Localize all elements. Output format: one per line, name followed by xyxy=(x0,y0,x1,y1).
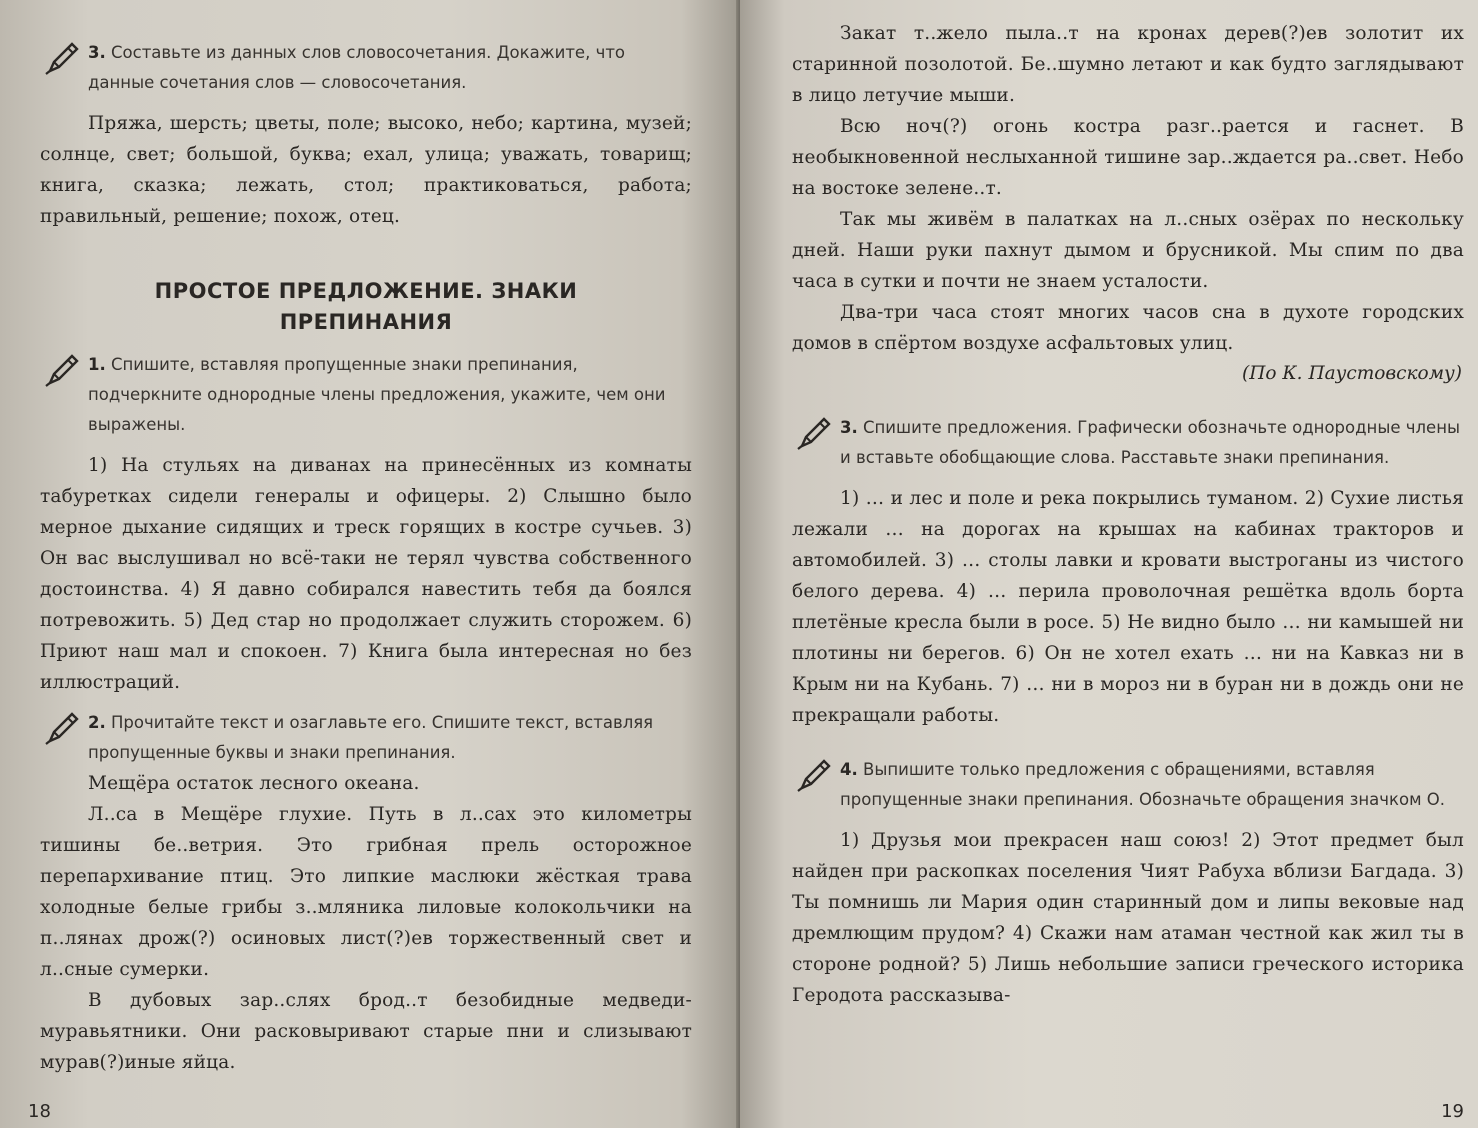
task-number: 2. xyxy=(88,713,106,732)
text-paragraph: В дубовых зар..слях брод..т безобидные медведи-муравьятники. Они расковыривают старые пни и слизывают мурав(?)иные яйца. xyxy=(40,990,692,1073)
exercise-sentences: 1) Друзья мои прекрасен наш союз! 2) Этот предмет был найден при раскопках поселения Чият Рабуха вблизи Багдада. 3) Ты помнишь ли Мария один старинный дом и липы вековые над дремлющим прудом? 4) Скажи нам атаман честной как жил ты в стороне родной? 5) Лишь небольшие записи греческого историка Геродота рассказыва- xyxy=(792,830,1464,1006)
task-number: 3. xyxy=(88,43,106,62)
task-instruction: Выпишите только предложения с обращениями, вставляя пропущенные знаки препинания. Обозначьте обращения значком О. xyxy=(840,760,1446,809)
exercise-sentences: 1) … и лес и поле и река покрылись туманом. 2) Сухие листья лежали … на дорогах на крышах на кабинах тракторов и автомобилей. 3) … столы лавки и кровати выстроганы из чистого белого дерева. 4) … перила проволочная решётка вдоль борта плетёные кресла были в росе. 5) Не видно было … ни камышей ни плотины ни берегов. 6) Он не хотел ехать … ни на Кавказ ни в Крым ни на Кубань. 7) … ни в мороз ни в буран ни в дождь они не прекращали работы. xyxy=(792,488,1464,726)
page-number: 18 xyxy=(28,1101,51,1122)
page-number: 19 xyxy=(1441,1101,1464,1122)
text-paragraph: Мещёра остаток лесного океана. xyxy=(88,773,420,794)
text-paragraph: Всю ноч(?) огонь костра разг..рается и гаснет. В необыкновенной неслыханной тишине зар..ждается ра..свет. Небо на востоке зелене..т. xyxy=(792,116,1464,199)
attribution: (По К. Паустовскому) xyxy=(1242,363,1462,384)
task-2-instruction xyxy=(40,708,692,768)
task-number: 3. xyxy=(840,418,858,437)
pencil-icon xyxy=(794,755,834,795)
task-instruction: Спишите, вставляя пропущенные знаки препинания, подчеркните однородные члены предложения, укажите, чем они выражены. xyxy=(88,355,666,434)
task-number: 4. xyxy=(840,760,858,779)
task-3-words xyxy=(40,108,692,232)
pencil-icon xyxy=(794,413,834,453)
task-3-instruction xyxy=(40,38,692,98)
task-4-text xyxy=(792,825,1464,1011)
task-2-text xyxy=(40,768,692,1078)
section-heading-line-1: ПРОСТОЕ ПРЕДЛОЖЕНИЕ. ЗНАКИ xyxy=(154,279,578,303)
pencil-icon xyxy=(42,350,82,390)
pencil-icon xyxy=(42,708,82,748)
section-heading xyxy=(40,276,692,338)
task-instruction: Прочитайте текст и озаглавьте его. Спишите текст, вставляя пропущенные буквы и знаки препинания. xyxy=(88,713,654,762)
text-paragraph: Л..са в Мещёре глухие. Путь в л..сах это километры тишины бе..ветрия. Это грибная прель осторожное перепархивание птиц. Это липкие маслюки жёсткая трава холодные белые грибы з..мляника лиловые колокольчики на п..лянах дрож(?) осиновых лист(?)ев торжественный свет и л..сные сумерки. xyxy=(40,804,692,980)
text-paragraph: Закат т..жело пыла..т на кронах дерев(?)ев золотит их старинной позолотой. Бе..шумно летают и как будто заглядывают в лицо летучие мыши. xyxy=(792,23,1464,106)
task-instruction: Составьте из данных слов словосочетания. Докажите, что данные сочетания слов — словосочетания. xyxy=(88,43,626,92)
word-list: Пряжа, шерсть; цветы, поле; высоко, небо; картина, музей; солнце, свет; большой, буква; ехал, улица; уважать, товарищ; книга, сказка; лежать, стол; практиковаться, работа; правильный, решение; похож, отец. xyxy=(40,113,692,227)
task-1-instruction xyxy=(40,350,692,440)
task-2-continuation xyxy=(792,18,1464,359)
task-3-instruction xyxy=(792,413,1464,473)
text-paragraph: Так мы живём в палатках на л..сных озёрах по нескольку дней. Наши руки пахнут дымом и брусникой. Мы спим по два часа в сутки и почти не знаем усталости. xyxy=(792,209,1464,292)
task-instruction: Спишите предложения. Графически обозначьте однородные члены и вставьте обобщающие слова. Расставьте знаки препинания. xyxy=(840,418,1461,467)
task-1-text xyxy=(40,450,692,698)
task-number: 1. xyxy=(88,355,106,374)
pencil-icon xyxy=(42,38,82,78)
section-heading-line-2: ПРЕПИНАНИЯ xyxy=(279,310,453,334)
right-page xyxy=(740,0,1478,1128)
task-4-instruction xyxy=(792,755,1464,815)
task-3-text xyxy=(792,483,1464,731)
exercise-sentences: 1) На стульях на диванах на принесённых из комнаты табуретках сидели генералы и офицеры. 2) Слышно было мерное дыхание сидящих и треск горящих в костре сучьев. 3) Он вас выслушивал но всё-таки не терял чувства собственного достоинства. 4) Я давно собирался навестить тебя да боялся потревожить. 5) Дед стар но продолжает служить сторожем. 6) Приют наш мал и спокоен. 7) Книга была интересная но без иллюстраций. xyxy=(40,455,692,693)
text-paragraph: Два-три часа стоят многих часов сна в духоте городских домов в спёртом воздухе асфальтовых улиц. xyxy=(792,302,1464,354)
